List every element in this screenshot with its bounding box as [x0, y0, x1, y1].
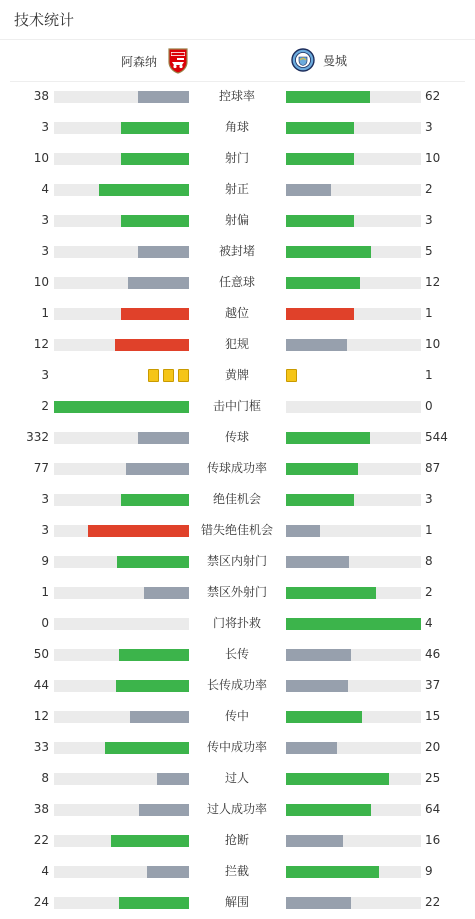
away-bar-fill [286, 432, 370, 444]
away-bar-fill [286, 308, 354, 320]
home-value: 4 [41, 864, 49, 878]
home-value: 1 [41, 306, 49, 320]
home-bar-fill [138, 432, 189, 444]
away-bar-track [286, 153, 421, 165]
away-bar-fill [286, 153, 354, 165]
away-bar-fill [286, 122, 354, 134]
stat-row [0, 360, 475, 391]
away-value: 3 [425, 492, 433, 506]
home-value: 10 [33, 151, 49, 165]
stat-label: 射偏 [224, 213, 249, 227]
home-bar-fill [144, 587, 189, 599]
home-bar-track [54, 494, 189, 506]
stat-row [0, 298, 475, 329]
home-bar-track [54, 804, 189, 816]
away-value: 3 [425, 213, 433, 227]
home-bar-fill [147, 866, 189, 878]
away-bar-fill [286, 277, 360, 289]
away-bar-fill [286, 649, 351, 661]
stat-row [0, 174, 475, 205]
home-bar-fill [88, 525, 189, 537]
home-bar-track [54, 215, 189, 227]
away-bar-fill [286, 897, 351, 909]
away-bar-track [286, 401, 421, 413]
away-bar-fill [286, 463, 358, 475]
away-value: 0 [425, 399, 433, 413]
stat-label: 过人成功率 [206, 802, 267, 816]
stat-row [0, 453, 475, 484]
away-value: 16 [425, 833, 441, 847]
stat-row [0, 670, 475, 701]
away-value: 1 [425, 306, 433, 320]
away-team-name: 曼城 [323, 53, 348, 68]
home-bar-track [54, 711, 189, 723]
stat-label: 击中门框 [212, 399, 261, 413]
stat-row [0, 825, 475, 856]
home-bar-track [54, 277, 189, 289]
yellow-card-icon [178, 369, 189, 382]
away-bar-track [286, 742, 421, 754]
stat-label: 拦截 [224, 864, 249, 878]
away-bar-track [286, 463, 421, 475]
away-bar-fill [286, 525, 320, 537]
stat-row [0, 143, 475, 174]
stat-label: 错失绝佳机会 [200, 523, 273, 537]
home-bar-fill [138, 91, 189, 103]
away-value: 62 [425, 89, 441, 103]
stat-row [0, 422, 475, 453]
away-value: 5 [425, 244, 433, 258]
stat-row [0, 484, 475, 515]
away-bar-track [286, 215, 421, 227]
stat-row [0, 701, 475, 732]
home-value: 332 [26, 430, 49, 444]
away-bar-track [286, 711, 421, 723]
stat-label: 解围 [224, 895, 249, 909]
away-bar-track [286, 339, 421, 351]
away-value: 4 [425, 616, 433, 630]
away-value: 10 [425, 337, 441, 351]
home-bar-fill [139, 804, 189, 816]
home-bar-track [54, 897, 189, 909]
home-value: 24 [33, 895, 49, 909]
away-bar-track [286, 432, 421, 444]
home-bar-fill [121, 215, 189, 227]
home-bar-fill [105, 742, 189, 754]
home-bar-track [54, 742, 189, 754]
away-bar-fill [286, 742, 337, 754]
away-yellow-cards [286, 369, 297, 382]
away-value: 8 [425, 554, 433, 568]
away-value: 87 [425, 461, 441, 475]
away-bar-track [286, 525, 421, 537]
away-value: 15 [425, 709, 441, 723]
away-bar-fill [286, 711, 362, 723]
stat-label: 门将扑救 [212, 616, 261, 630]
away-bar-track [286, 122, 421, 134]
home-bar-track [54, 866, 189, 878]
home-value: 3 [41, 368, 49, 382]
home-value: 12 [33, 709, 49, 723]
away-bar-track [286, 804, 421, 816]
home-bar-fill [121, 153, 189, 165]
away-value: 3 [425, 120, 433, 134]
stat-row [0, 794, 475, 825]
home-bar-fill [119, 649, 189, 661]
stat-row [0, 577, 475, 608]
away-bar-fill [286, 587, 376, 599]
stat-label: 犯规 [224, 337, 249, 351]
home-value: 44 [33, 678, 49, 692]
home-bar-track [54, 184, 189, 196]
home-value: 38 [33, 89, 49, 103]
home-bar-track [54, 153, 189, 165]
stat-row [0, 639, 475, 670]
stat-label: 黄牌 [224, 368, 249, 382]
home-value: 4 [41, 182, 49, 196]
stat-label: 射门 [224, 151, 249, 165]
away-bar-fill [286, 866, 379, 878]
stat-label: 长传成功率 [206, 678, 267, 692]
home-bar-fill [116, 680, 189, 692]
home-value: 2 [41, 399, 49, 413]
away-value: 20 [425, 740, 441, 754]
home-bar-track [54, 525, 189, 537]
stat-row [0, 887, 475, 918]
home-bar-fill [117, 556, 189, 568]
home-bar-fill [128, 277, 189, 289]
away-bar-fill [286, 804, 371, 816]
stat-label: 越位 [224, 306, 249, 320]
home-value: 0 [41, 616, 49, 630]
away-bar-fill [286, 339, 347, 351]
home-value: 3 [41, 244, 49, 258]
stat-label: 禁区外射门 [206, 585, 267, 599]
page-title: 技术统计 [14, 11, 75, 29]
stat-row [0, 515, 475, 546]
away-bar-track [286, 835, 421, 847]
away-bar-fill [286, 184, 331, 196]
stat-row [0, 81, 475, 112]
home-bar-track [54, 91, 189, 103]
stat-label: 传中成功率 [206, 740, 267, 754]
away-value: 1 [425, 523, 433, 537]
away-bar-track [286, 587, 421, 599]
home-bar-track [54, 835, 189, 847]
stat-label: 控球率 [218, 89, 255, 103]
home-bar-fill [54, 401, 189, 413]
away-value: 37 [425, 678, 441, 692]
home-value: 3 [41, 523, 49, 537]
home-bar-fill [111, 835, 189, 847]
away-value: 46 [425, 647, 441, 661]
away-value: 25 [425, 771, 441, 785]
stat-row [0, 329, 475, 360]
home-bar-track [54, 401, 189, 413]
stat-label: 被封堵 [218, 244, 255, 258]
stat-label: 传球成功率 [206, 461, 267, 475]
stat-label: 角球 [224, 120, 249, 134]
away-bar-fill [286, 680, 348, 692]
home-yellow-cards [148, 369, 189, 382]
home-bar-fill [130, 711, 189, 723]
home-bar-fill [121, 308, 189, 320]
home-bar-track [54, 432, 189, 444]
stat-row [0, 546, 475, 577]
home-bar-fill [157, 773, 189, 785]
away-bar-track [286, 680, 421, 692]
home-bar-fill [99, 184, 189, 196]
stat-row [0, 112, 475, 143]
away-value: 12 [425, 275, 441, 289]
stat-label: 长传 [224, 647, 249, 661]
home-team-name: 阿森纳 [120, 54, 157, 69]
home-bar-track [54, 618, 189, 630]
away-bar-track [286, 897, 421, 909]
home-bar-track [54, 246, 189, 258]
away-bar-track [286, 277, 421, 289]
away-bar-fill [286, 556, 349, 568]
home-bar-fill [138, 246, 189, 258]
yellow-card-icon [286, 369, 297, 382]
home-value: 3 [41, 120, 49, 134]
away-value: 1 [425, 368, 433, 382]
home-bar-fill [115, 339, 189, 351]
stat-row [0, 267, 475, 298]
home-value: 22 [33, 833, 49, 847]
away-bar-track [286, 866, 421, 878]
away-value: 22 [425, 895, 441, 909]
home-value: 12 [33, 337, 49, 351]
home-value: 10 [33, 275, 49, 289]
stat-row [0, 732, 475, 763]
stat-row [0, 608, 475, 639]
home-bar-track [54, 463, 189, 475]
home-value: 3 [41, 492, 49, 506]
home-value: 3 [41, 213, 49, 227]
home-bar-track [54, 308, 189, 320]
stat-label: 过人 [224, 771, 249, 785]
home-bar-track [54, 339, 189, 351]
stat-row [0, 236, 475, 267]
away-bar-fill [286, 246, 371, 258]
away-value: 10 [425, 151, 441, 165]
home-value: 77 [33, 461, 49, 475]
away-bar-track [286, 618, 421, 630]
yellow-card-icon [163, 369, 174, 382]
away-value: 2 [425, 585, 433, 599]
away-bar-fill [286, 215, 354, 227]
away-bar-fill [286, 618, 421, 630]
home-value: 50 [33, 647, 49, 661]
away-bar-track [286, 91, 421, 103]
stat-label: 射正 [224, 182, 249, 196]
away-value: 2 [425, 182, 433, 196]
home-bar-fill [121, 494, 189, 506]
away-bar-fill [286, 773, 389, 785]
away-bar-track [286, 649, 421, 661]
stat-label: 禁区内射门 [206, 554, 267, 568]
away-bar-track [286, 773, 421, 785]
home-bar-track [54, 649, 189, 661]
home-bar-fill [121, 122, 189, 134]
home-value: 33 [33, 740, 49, 754]
away-bar-track [286, 246, 421, 258]
home-value: 9 [41, 554, 49, 568]
home-bar-track [54, 680, 189, 692]
home-value: 38 [33, 802, 49, 816]
home-bar-track [54, 587, 189, 599]
away-bar-fill [286, 835, 343, 847]
home-bar-track [54, 556, 189, 568]
away-bar-track [286, 184, 421, 196]
stat-label: 传中 [224, 709, 249, 723]
stat-label: 绝佳机会 [212, 492, 261, 506]
stat-row [0, 391, 475, 422]
stat-row [0, 856, 475, 887]
stat-row [0, 763, 475, 794]
home-bar-track [54, 773, 189, 785]
away-value: 64 [425, 802, 441, 816]
home-value: 8 [41, 771, 49, 785]
home-value: 1 [41, 585, 49, 599]
stat-label: 任意球 [218, 275, 255, 289]
stat-label: 传球 [224, 430, 249, 444]
away-bar-track [286, 556, 421, 568]
home-bar-fill [119, 897, 189, 909]
stat-label: 抢断 [224, 833, 249, 847]
stat-row [0, 205, 475, 236]
away-bar-fill [286, 494, 354, 506]
away-value: 9 [425, 864, 433, 878]
away-bar-fill [286, 91, 370, 103]
away-bar-track [286, 494, 421, 506]
home-bar-fill [126, 463, 189, 475]
away-bar-track [286, 308, 421, 320]
away-value: 544 [425, 430, 448, 444]
home-bar-track [54, 122, 189, 134]
yellow-card-icon [148, 369, 159, 382]
